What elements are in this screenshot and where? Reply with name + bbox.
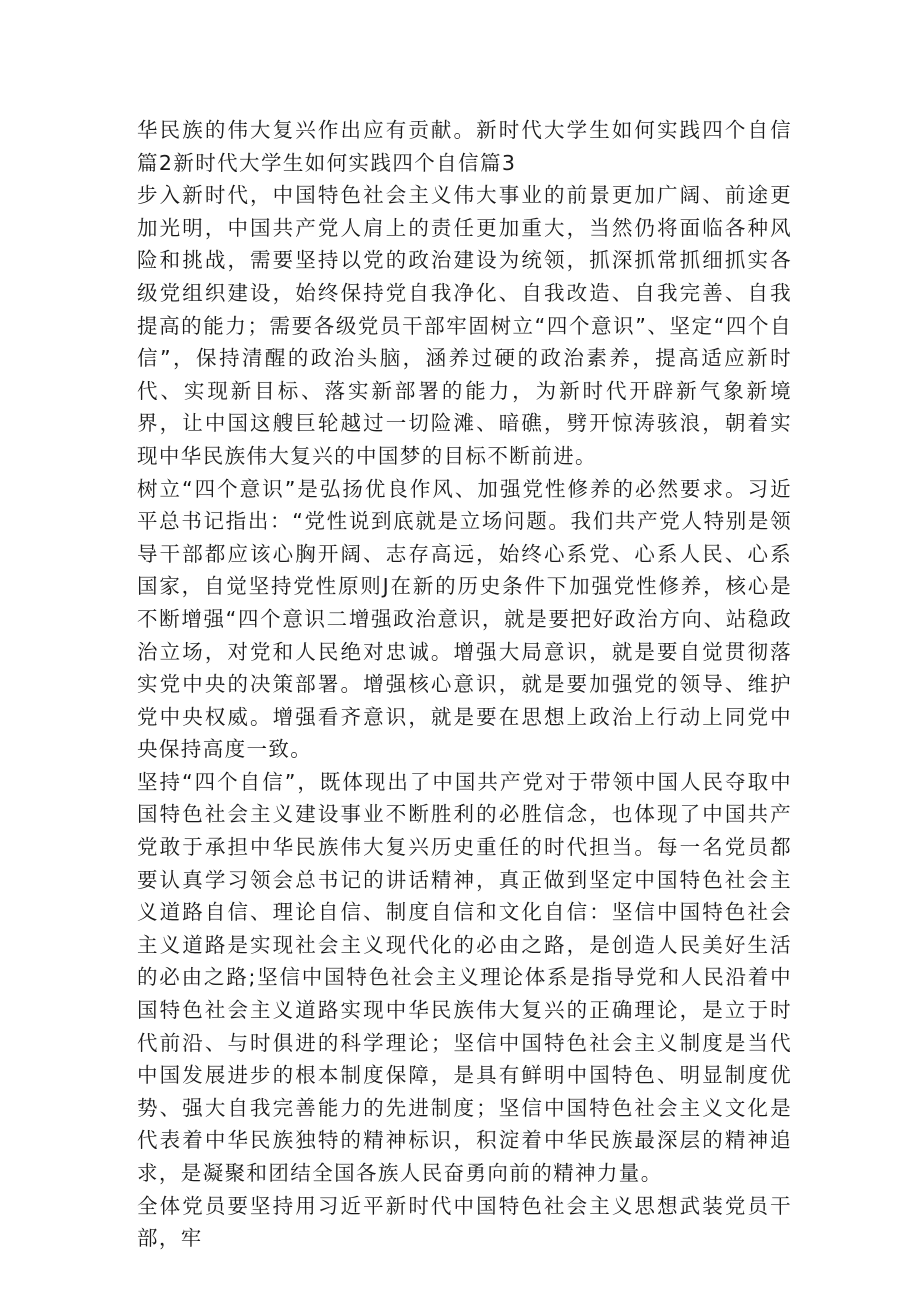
paragraph-3: 树立“四个意识”是弘扬优良作风、加强党性修养的必然要求。习近平总书记指出：“党性说到底就是立场问题。我们共产党人特别是领导干部都应该心胸开阔、志存高远，始终心系党、心系人民、心系国家，自觉坚持党性原则J在新的历史条件下加强党性修养，核心是不断增强“四个意识二增强政治意识，就是要把好政治方向、站稳政治立场，对党和人民绝对忠诚。增强大局意识，就是要自觉贯彻落实党中央的决策部署。增强核心意识，就是要加强党的领导、维护党中央权威。增强看齐意识，就是要在思想上政治上行动上同党中央保持高度一致。 [137, 476, 792, 762]
paragraph-5: 全体党员要坚持用习近平新时代中国特色社会主义思想武装党员干部，牢 [137, 1193, 792, 1251]
paragraph-2: 步入新时代，中国特色社会主义伟大事业的前景更加广阔、前途更加光明，中国共产党人肩上的责任更加重大，当然仍将面临各种风险和挑战，需要坚持以党的政治建设为统领，抓深抓常抓细抓实各级党组织建设，始终保持党自我净化、自我改造、自我完善、自我提高的能力；需要各级党员干部牢固树立“四个意识”、坚定“四个自信”，保持清醒的政治头脑，涵养过硬的政治素养，提高适应新时代、实现新目标、落实新部署的能力，为新时代开辟新气象新境界，让中国这艘巨轮越过一切险滩、暗礁，劈开惊涛骇浪，朝着实现中华民族伟大复兴的中国梦的目标不断前进。 [137, 183, 792, 468]
paragraph-4: 坚持“四个自信”，既体现出了中国共产党对于带领中国人民夺取中国特色社会主义建设事业不断胜利的必胜信念，也体现了中国共产党敢于承担中华民族伟大复兴历史重任的时代担当。每一名党员都要认真学习领会总书记的讲话精神，真正做到坚定中国特色社会主义道路自信、理论自信、制度自信和文化自信：坚信中国特色社会主义道路是实现社会主义现代化的必由之路，是创造人民美好生活的必由之路;坚信中国特色社会主义理论体系是指导党和人民沿着中国特色社会主义道路实现中华民族伟大复兴的正确理论，是立于时代前沿、与时俱进的科学理论；坚信中国特色社会主义制度是当代中国发展进步的根本制度保障，是具有鲜明中国特色、明显制度优势、强大自我完善能力的先进制度；坚信中国特色社会主义文化是代表着中华民族独特的精神标识，积淀着中华民族最深层的精神追求，是凝聚和团结全国各族人民奋勇向前的精神力量。 [137, 769, 792, 1185]
paragraph-1: 华民族的伟大复兴作出应有贡献。新时代大学生如何实践四个自信篇2新时代大学生如何实践四个自信篇3 [137, 118, 792, 175]
document-body [137, 114, 792, 1255]
